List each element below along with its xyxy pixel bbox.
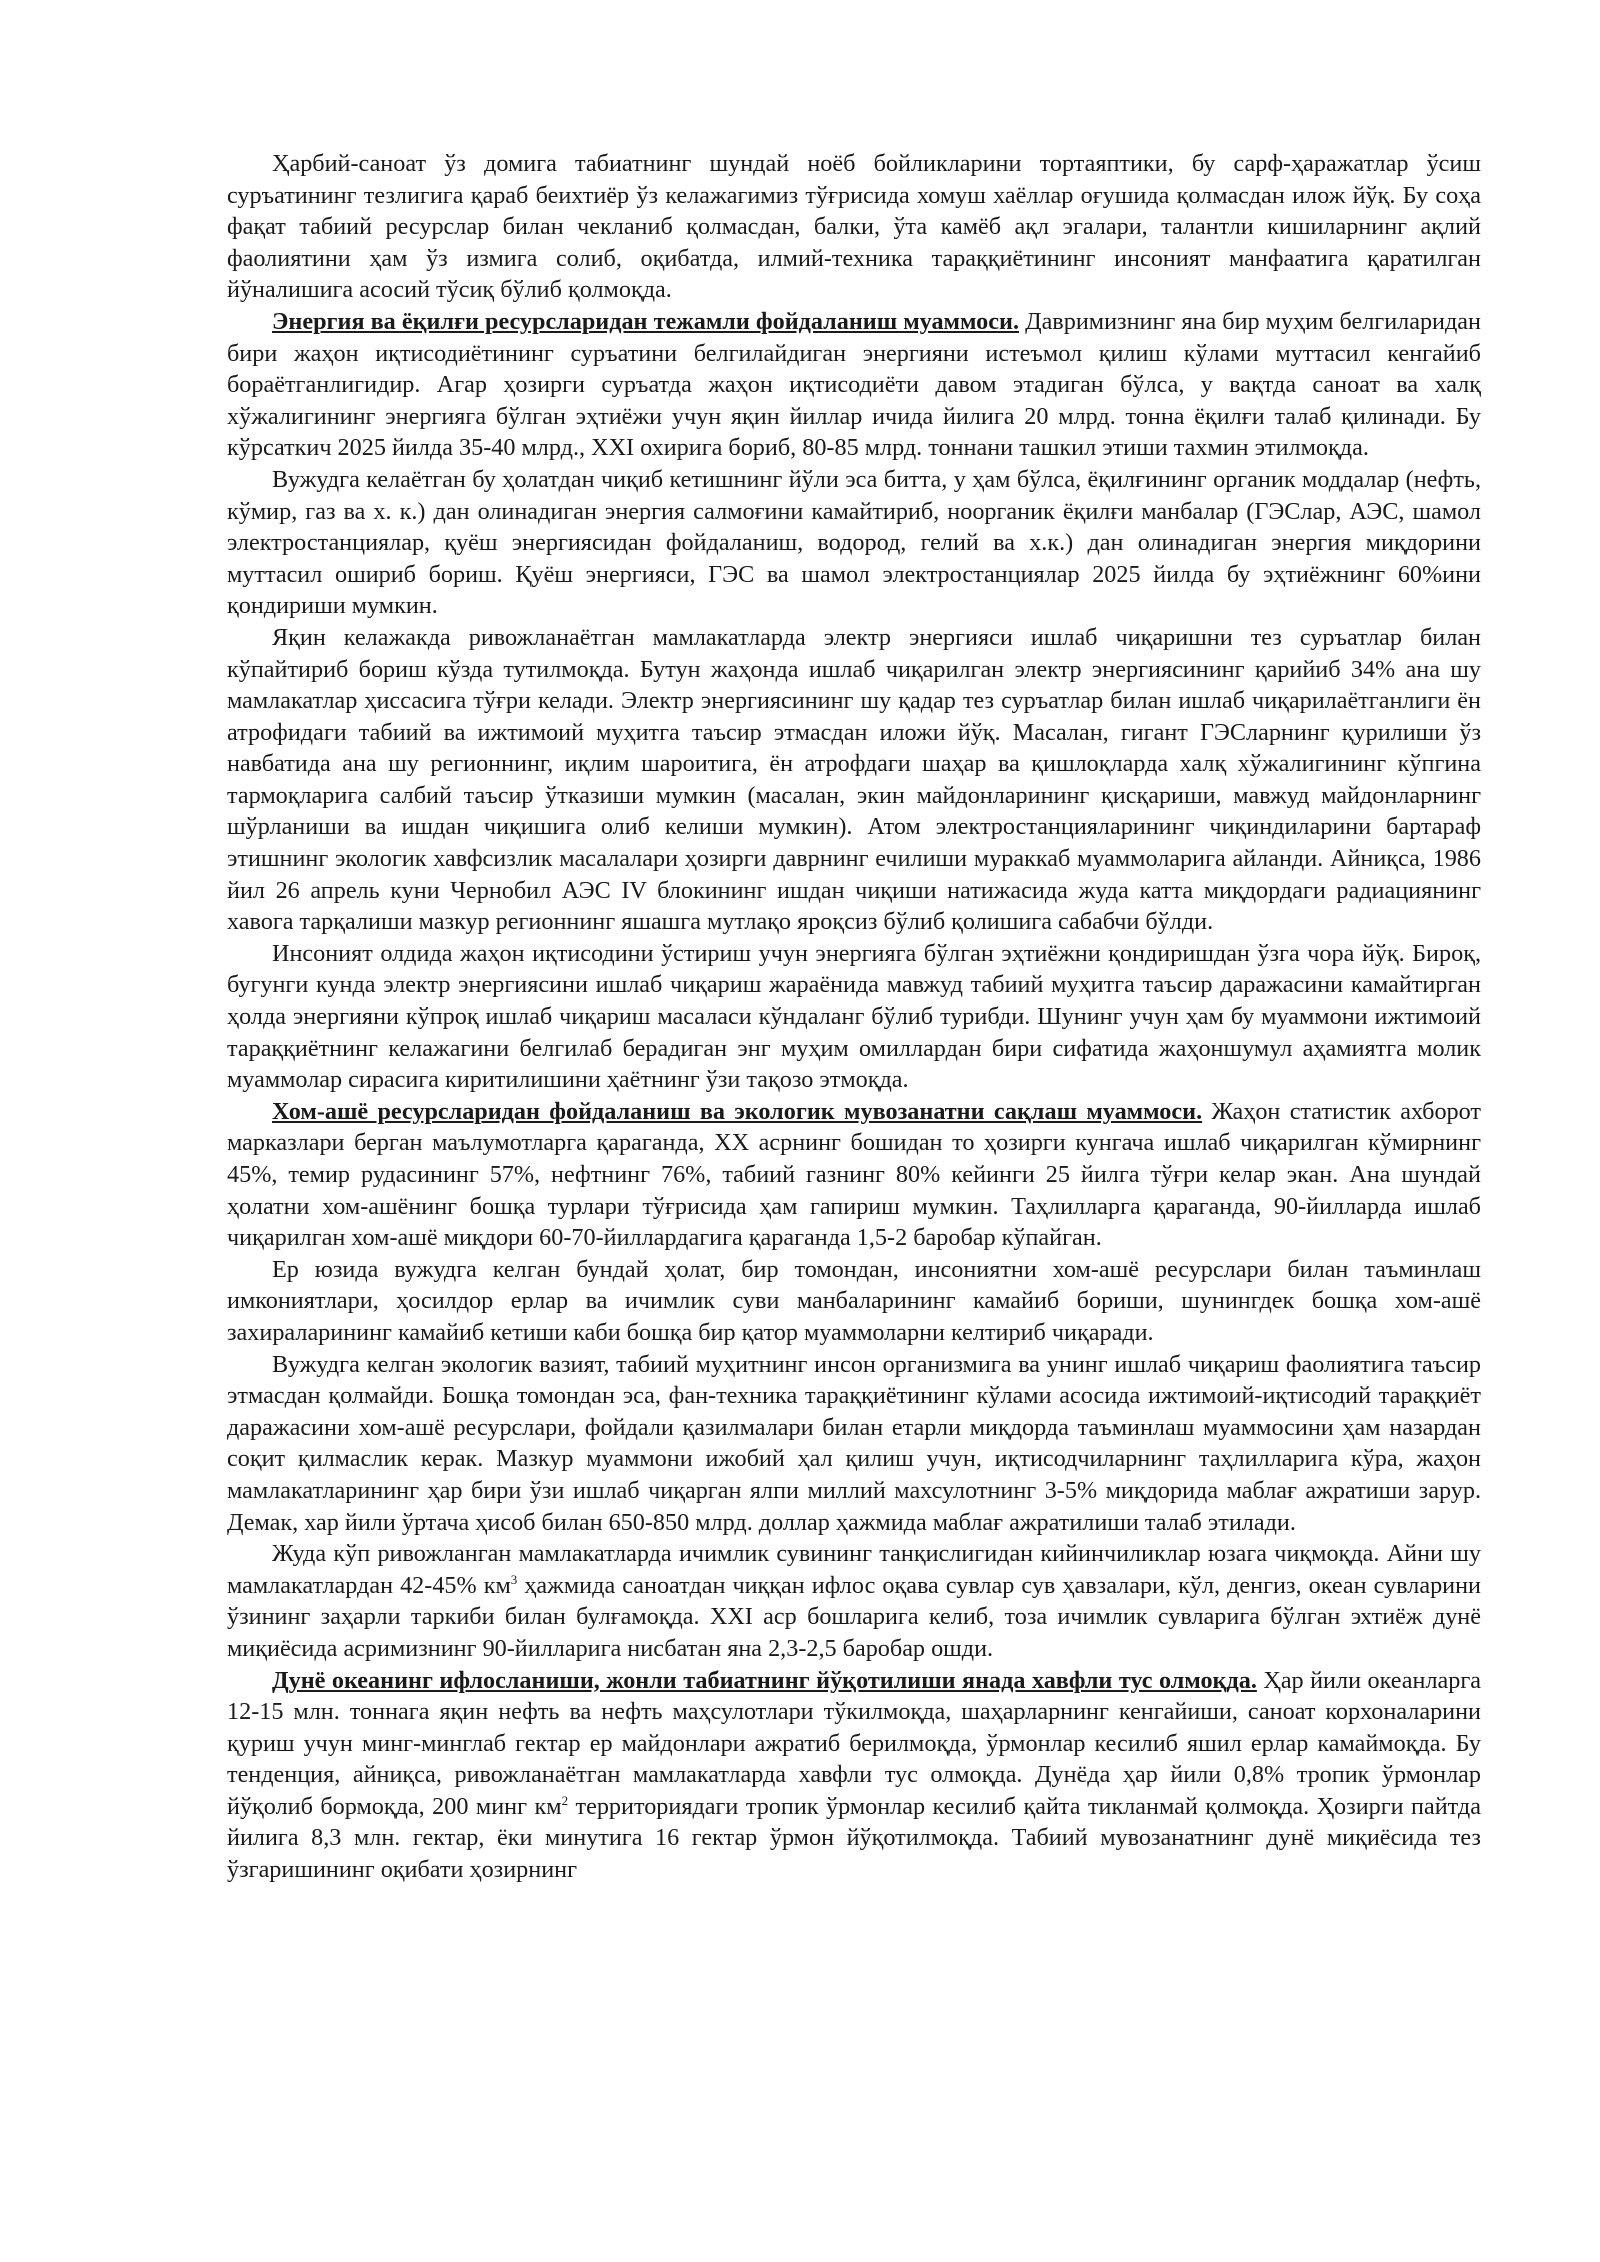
superscript-cubic: 3 xyxy=(510,1571,518,1587)
paragraph-resource-depletion xyxy=(227,1254,1481,1349)
paragraph-text: Инсоният олдида жаҳон иқтисодини ўстириш учун энергияга бўлган эҳтиёжни қондиришдан ўзга чора йўқ. Бироқ, бугунги кунда электр энергиясини ишлаб чиқариш жараёнида мавжуд табиий муҳитга таъсир даражасини камайтирган ҳолда энергияни кўпроқ ишлаб чиқариш масаласи кўндаланг бўлиб турибди. Шунинг учун ҳам бу муаммони ижтимоий тараққиётнинг келажагини белгилаб берадиган энг муҳим омиллардан бири сифатида жаҳоншумул аҳамиятга молик муаммолар сирасига киритилишини ҳаётнинг ўзи тақозо этмоқда. xyxy=(227,939,1481,1094)
paragraph-energy-needs xyxy=(227,938,1481,1096)
paragraph-text-continued: ҳажмида саноатдан чиққан ифлос оқава сувлар сув ҳавзалари, кўл, денгиз, океан сувларини ўзининг заҳарли таркиби билан булғамоқда. XXI аср бошларига келиб, тоза ичимлик сувларига бўлган эхтиёж дунё миқиёсида асримизнинг 90-йилларига нисбатан яна 2,3-2,5 баробар ошди. xyxy=(227,1571,1481,1662)
section-heading-ocean: Дунё океанинг ифлосланиши, жонли табиатнинг йўқотилиши янада хавфли тус олмоқда. xyxy=(272,1666,1257,1694)
paragraph-text: Ҳар йили океанларга 12-15 млн. тоннага яқин нефть ва нефть маҳсулотлари тўкилмоқда, шаҳарларнинг кенгайиши, саноат корхоналарини қуриш учун минг-минглаб гектар ер майдонлари ажратиб берилмоқда, ўрмонлар кесилиб яшил ерлар камаймоқда. Бу тенденция, айниқса, ривожланаётган мамлакатларда хавфли тус олмоқда. Дунёда ҳар йили 0,8% тропик ўрмонлар йўқолиб бормоқда, 200 минг км xyxy=(227,1666,1481,1820)
paragraph-text: Вужудга келган экологик вазият, табиий муҳитнинг инсон организмига ва унинг ишлаб чиқариш фаолиятига таъсир этмасдан қолмайди. Бошқа томондан эса, фан-техника тараққиётининг кўлами асосида ижтимоий-иқтисодий тараққиёт даражасини хом-ашё ресурслари, фойдали қазилмалари билан етарли миқдорда таъминлаш муаммосини ҳам назардан соқит қилмаслик керак. Мазкур муаммони ижобий ҳал қилиш учун, иқтисодчиларнинг таҳлилларига кўра, жаҳон мамлакатларининг ҳар бири ўзи ишлаб чиқарган ялпи миллий махсулотнинг 3-5% миқдорида маблағ ажратиши зарур. Демак, хар йили ўртача ҳисоб билан 650-850 млрд. доллар ҳажмида маблағ ажратилиши талаб этилади. xyxy=(227,1350,1481,1536)
paragraph-text: Жаҳон статистик ахборот марказлари берган маълумотларга қараганда, XX асрнинг бошидан то ҳозирги кунгача ишлаб чиқарилган кўмирнинг 45%, темир рудасининг 57%, нефтнинг 76%, табиий газнинг 80% кейинги 25 йилга тўғри келар экан. Ана шундай ҳолатни хом-ашёнинг бошқа турлари тўғрисида ҳам гапириш мумкин. Таҳлилларга қараганда, 90-йилларда ишлаб чиқарилган хом-ашё миқдори 60-70-йиллардагига қараганда 1,5-2 баробар кўпайган. xyxy=(227,1097,1481,1252)
paragraph-drinking-water xyxy=(227,1538,1481,1664)
section-heading-raw-materials: Хом-ашё ресурсларидан фойдаланиш ва экологик мувозанатни сақлаш муаммоси. xyxy=(272,1097,1203,1125)
paragraph-text: Давримизнинг яна бир муҳим белгиларидан бири жаҳон иқтисодиётининг суръатини белгилайдиган энергияни истеъмол қилиш кўлами муттасил кенгайиб бораётганлигидир. Агар ҳозирги суръатда жаҳон иқтисодиёти давом этадиган бўлса, у вақтда саноат ва халқ хўжалигининг энергияга бўлган эҳтиёжи учун яқин йиллар ичида йилига 20 млрд. тонна ёқилғи талаб қилинади. Бу кўрсаткич 2025 йилда 35-40 млрд., XXI охирига бориб, 80-85 млрд. тоннани ташкил этиши тахмин этилмоқда. xyxy=(227,307,1481,462)
paragraph-electricity-growth xyxy=(227,622,1481,938)
paragraph-text: Яқин келажакда ривожланаётган мамлакатларда электр энергияси ишлаб чиқаришни тез суръатлар билан кўпайтириб бориш кўзда тутилмоқда. Бутун жаҳонда ишлаб чиқарилган электр энергиясининг қарийиб 34% ана шу мамлакатлар ҳиссасига тўғри келади. Электр энергиясининг шу қадар тез суръатлар билан ишлаб чиқарилаётганлиги ён атрофидаги табиий ва ижтимоий муҳитга таъсир этмасдан иложи йўқ. Масалан, гигант ГЭСларнинг қурилиши ўз навбатида ана шу регионнинг, иқлим шароитига, ён атрофдаги шаҳар ва қишлоқларда халқ хўжалигининг кўпгина тармоқларига салбий таъсир ўтказиши мумкин (масалан, экин майдонларининг қисқариши, мавжуд майдонларнинг шўрланиши ва ишдан чиқишига олиб келиши мумкин). Атом электростанцияларининг чиқиндиларини бартараф этишнинг экологик хавфсизлик масалалари ҳозирги даврнинг ечилиши мураккаб муаммоларига айланди. Айниқса, 1986 йил 26 апрель куни Чернобил АЭС IV блокининг ишдан чиқиши натижасида жуда катта миқдордаги радиациянинг хавога тарқалиши мазкур регионнинг яшашга мутлақо яроқсиз бўлиб қолишига сабабчи бўлди. xyxy=(227,623,1481,936)
paragraph-text: Жуда кўп ривожланган мамлакатларда ичимлик сувининг танқислигидан кийинчиликлар юзага чиқмоқда. Айни шу мамлакатлардан 42-45% км xyxy=(227,1540,1481,1599)
paragraph-energy-saving xyxy=(227,306,1481,464)
paragraph-energy-way-out xyxy=(227,464,1481,622)
paragraph-raw-materials xyxy=(227,1096,1481,1254)
paragraph-text-continued: территориядаги тропик ўрмонлар кесилиб қайта тикланмай қолмоқда. Ҳозирги пайтда йилига 8,3 млн. гектар, ёки минутига 16 гектар ўрмон йўқотилмоқда. Табиий мувозанатнинг дунё миқиёсида тез ўзгаришининг оқибати ҳозирнинг xyxy=(227,1792,1481,1884)
document-page xyxy=(227,148,1481,1886)
superscript-square: 2 xyxy=(561,1792,569,1808)
paragraph-text: Ҳарбий-саноат ўз домига табиатнинг шундай ноёб бойликларини тортаяптики, бу сарф-ҳаражатлар ўсиш суръатининг тезлигига қараб беихтиёр ўз келажагимиз тўғрисида хомуш хаёллар оғушида қолмасдан илож йўқ. Бу соҳа фақат табиий ресурслар билан чекланиб қолмасдан, балки, ўта камёб ақл эгалари, талантли кишиларнинг ақлий фаолиятини ҳам ўз измига солиб, оқибатда, илмий-техника тараққиётининг инсоният манфаатига қаратилган йўналишига асосий тўсиқ бўлиб қолмоқда. xyxy=(227,150,1481,304)
paragraph-military-industry xyxy=(227,148,1481,306)
paragraph-text: Вужудга келаётган бу ҳолатдан чиқиб кетишнинг йўли эса битта, у ҳам бўлса, ёқилғининг органик моддалар (нефть, кўмир, газ ва х. к.) дан олинадиган энергия салмоғини камайтириб, ноорганик ёқилғи манбалар (ГЭСлар, АЭС, шамол электростанциялар, қуёш энергиясидан фойдаланиш, водород, гелий ва х.к.) дан олинадиган энергия миқдорини муттасил ошириб бориш. Қуёш энергияси, ГЭС ва шамол электростанциялар 2025 йилда бу эҳтиёжнинг 60%ини қондириши мумкин. xyxy=(227,465,1481,620)
section-heading-energy: Энергия ва ёқилғи ресурсларидан тежамли фойдаланиш муаммоси. xyxy=(272,307,1019,335)
paragraph-ocean-pollution xyxy=(227,1665,1481,1886)
paragraph-ecological-situation xyxy=(227,1349,1481,1539)
paragraph-text: Ер юзида вужудга келган бундай ҳолат, бир томондан, инсониятни хом-ашё ресурслари билан таъминлаш имкониятлари, ҳосилдор ерлар ва ичимлик суви манбаларининг камайиб бориши, шунингдек бошқа хом-ашё захираларининг камайиб кетиши каби бошқа бир қатор муаммоларни келтириб чиқаради. xyxy=(227,1255,1481,1346)
